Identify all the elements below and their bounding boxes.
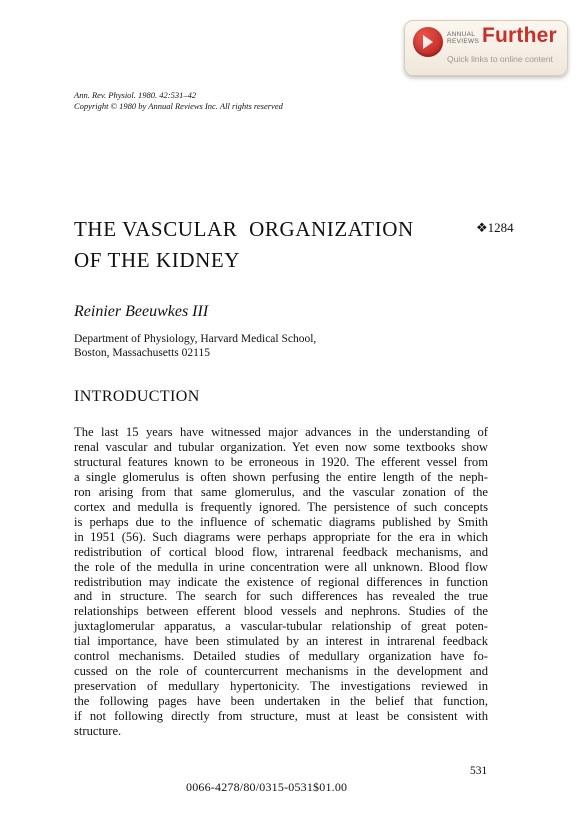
body-text-line: control mechanisms. Detailed studies of medullary organization have fo- <box>74 649 488 664</box>
affiliation-line-1: Department of Physiology, Harvard Medical School, <box>74 333 317 345</box>
section-heading: INTRODUCTION <box>74 388 200 405</box>
journal-citation <box>74 90 374 112</box>
body-text-line: redistribution may indicate the existence of regional differences in function <box>74 574 488 589</box>
article-number: ❖1284 <box>476 220 514 235</box>
body-text-line: The last 15 years have witnessed major advances in the understanding of <box>74 425 488 439</box>
affiliation-line-2: Boston, Massachusetts 02115 <box>74 347 210 359</box>
annual-reviews-logo-icon <box>413 27 443 57</box>
body-text-line: a single glomerulus is often shown perfusing the entire length of the neph- <box>74 469 488 484</box>
body-text-line: preservation of medullary hypertonicity. The investigations reviewed in <box>74 679 488 694</box>
body-text-line: renal vascular and tubular organization. Yet even now some textbooks show <box>74 439 488 454</box>
body-text-line: relationships between efferent blood vessels and nephrons. Studies of the <box>74 604 488 619</box>
citation-line: Ann. Rev. Physiol. 1980. 42:531–42 <box>74 90 197 100</box>
body-text-line: in 1951 (56). Such diagrams were perhaps appropriate for the era in which <box>74 529 488 544</box>
body-paragraph <box>74 425 488 739</box>
body-text-line: cortex and medulla is frequently ignored. The persistence of such concepts <box>74 499 488 514</box>
copyright-line: Copyright © 1980 by Annual Reviews Inc. All rights reserved <box>74 101 283 111</box>
body-text-line: the role of the medulla in urine concentration were all unknown. Blood flow <box>74 559 488 574</box>
author-affiliation <box>74 332 394 360</box>
further-tagline: Quick links to online content <box>447 54 553 64</box>
article-title <box>74 214 464 276</box>
page-number: 531 <box>470 765 488 777</box>
body-text-line: juxtaglomerular apparatus, a vascular-tubular relationship of great poten- <box>74 619 488 634</box>
body-text-line: is perhaps due to the influence of schematic diagrams published by Smith <box>74 514 488 529</box>
body-text-line: the following pages have been undertaken in the belief that function, <box>74 694 488 709</box>
further-label: Further <box>482 24 557 47</box>
author-name: Reinier Beeuwkes III <box>74 303 209 320</box>
body-text-line: ron arising from that same glomerulus, and the vascular zonation of the <box>74 484 488 499</box>
title-line-1: THE VASCULAR ORGANIZATION <box>74 217 414 241</box>
body-text-line: and in structure. The search for such differences has revealed the true <box>74 589 488 604</box>
body-text-line: structure. <box>74 724 122 739</box>
title-line-2: OF THE KIDNEY <box>74 248 241 272</box>
body-text-line: structural features known to be erroneous in 1920. The efferent vessel from <box>74 454 488 469</box>
body-text-line: if not following directly from structure, must at least be consistent with <box>74 709 488 724</box>
body-text-line: redistribution of cortical blood flow, intrarenal feedback mechanisms, and <box>74 544 488 559</box>
further-links-badge[interactable] <box>404 20 568 76</box>
further-brand-label: ANNUAL REVIEWS <box>447 31 480 45</box>
body-text-line: tial importance, have been stimulated by an interest in intrarenal feedback <box>74 634 488 649</box>
body-text-line: cussed on the role of countercurrent mechanisms in the development and <box>74 664 488 679</box>
footer-price-code: 0066-4278/80/0315-0531$01.00 <box>186 780 348 794</box>
